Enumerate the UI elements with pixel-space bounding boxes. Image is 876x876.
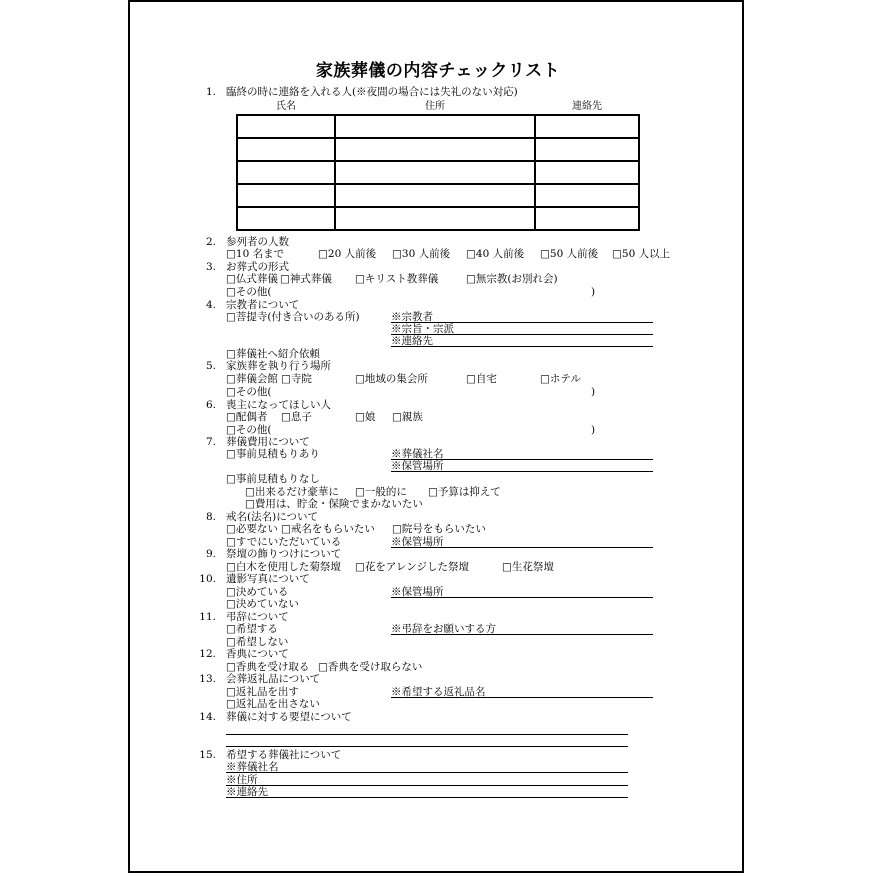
section-heading: 香典について (226, 648, 289, 660)
section-number: 15. (199, 749, 216, 761)
table-row (237, 184, 639, 207)
section-number: 10. (199, 573, 216, 585)
fill-line[interactable] (391, 471, 653, 472)
checkbox-option[interactable]: □返礼品を出さない (226, 698, 320, 710)
closing-paren: ) (591, 424, 596, 436)
section-number: 6. (205, 399, 216, 411)
checkbox-option[interactable]: □香典を受け取る (226, 661, 310, 673)
section-heading: 参列者の人数 (226, 236, 289, 248)
section-heading: 遺影写真について (226, 573, 310, 585)
checkbox-option[interactable]: □返礼品を出す (226, 686, 299, 698)
checkbox-option[interactable]: □出来るだけ豪華に (245, 486, 339, 498)
table-cell[interactable] (237, 115, 335, 138)
section-number: 7. (205, 436, 216, 448)
section-heading: 弔辞について (226, 611, 289, 623)
table-cell[interactable] (335, 207, 535, 230)
checkbox-option[interactable]: □神式葬儀 (280, 273, 332, 285)
checkbox-option[interactable]: □ホテル (540, 373, 581, 385)
checkbox-option[interactable]: □菩提寺(付き合いのある所) (226, 311, 360, 323)
checkbox-option[interactable]: □10 名まで (226, 248, 285, 260)
table-cell[interactable] (237, 207, 335, 230)
field-label: ※保管場所 (391, 460, 444, 472)
field-label: ※連絡先 (391, 335, 433, 347)
checkbox-option[interactable]: □仏式葬儀 (226, 273, 278, 285)
table-cell[interactable] (335, 115, 535, 138)
table-cell[interactable] (535, 161, 639, 184)
checkbox-option[interactable]: □花をアレンジした祭壇 (355, 561, 469, 573)
table-cell[interactable] (535, 138, 639, 161)
checkbox-option[interactable]: □香典を受け取らない (318, 661, 423, 673)
fill-line[interactable] (391, 697, 653, 698)
section-number: 1. (205, 86, 216, 98)
checkbox-option[interactable]: □戒名をもらいたい (281, 523, 375, 535)
checkbox-option[interactable]: □必要ない (226, 523, 278, 535)
field-label: ※宗教者 (391, 311, 433, 323)
checkbox-option[interactable]: □生花祭壇 (502, 561, 554, 573)
checkbox-option[interactable]: □希望しない (226, 636, 289, 648)
checkbox-option[interactable]: □キリスト教葬儀 (355, 273, 439, 285)
checkbox-option[interactable]: □寺院 (281, 373, 312, 385)
table-row (237, 115, 639, 138)
field-label: ※葬儀社名 (391, 448, 444, 460)
fill-line[interactable] (226, 734, 628, 735)
checkbox-option[interactable]: □娘 (355, 411, 376, 423)
table-cell[interactable] (535, 115, 639, 138)
fill-line[interactable] (391, 634, 653, 635)
fill-line[interactable] (391, 597, 653, 598)
fill-line[interactable] (391, 547, 653, 548)
column-header-name: 氏名 (237, 100, 335, 115)
section-number: 12. (199, 648, 216, 660)
checkbox-option[interactable]: □40 人前後 (466, 248, 525, 260)
section-number: 11. (199, 611, 216, 623)
checkbox-option[interactable]: □決めている (226, 586, 289, 598)
column-header-contact: 連絡先 (535, 100, 639, 115)
table-row (237, 207, 639, 230)
section-heading: 希望する葬儀社について (226, 749, 342, 761)
checkbox-option[interactable]: □一般的に (355, 486, 407, 498)
section-heading: 葬儀に対する要望について (226, 711, 352, 723)
section-number: 9. (205, 548, 216, 560)
checkbox-option[interactable]: □20 人前後 (318, 248, 377, 260)
table-cell[interactable] (237, 138, 335, 161)
checkbox-option[interactable]: □事前見積もりなし (226, 473, 320, 485)
field-label: ※連絡先 (226, 786, 268, 798)
field-label: ※保管場所 (391, 586, 444, 598)
checkbox-option[interactable]: □無宗教(お別れ会) (466, 273, 558, 285)
checkbox-option-other[interactable]: □その他( (226, 424, 272, 436)
field-label: ※住所 (226, 774, 258, 786)
column-header-address: 住所 (335, 100, 535, 115)
section-number: 3. (205, 261, 216, 273)
table-cell[interactable] (335, 161, 535, 184)
checkbox-option[interactable]: □自宅 (466, 373, 497, 385)
section-number: 13. (199, 673, 216, 685)
fill-line[interactable] (226, 785, 628, 786)
contact-table (236, 100, 640, 231)
checkbox-option[interactable]: □すでにいただいている (226, 536, 342, 548)
field-label: ※宗旨・宗派 (391, 323, 454, 335)
section-heading: 祭壇の飾りつけについて (226, 548, 342, 560)
checkbox-option[interactable]: □希望する (226, 623, 278, 635)
checkbox-option[interactable]: □葬儀社へ紹介依頼 (226, 348, 320, 360)
fill-line[interactable] (226, 746, 628, 747)
field-label: ※希望する返礼品名 (391, 686, 486, 698)
section-heading: 喪主になってほしい人 (226, 399, 331, 411)
section-number: 4. (205, 299, 216, 311)
table-cell[interactable] (237, 161, 335, 184)
field-label: ※葬儀社名 (226, 761, 279, 773)
fill-line[interactable] (226, 772, 628, 773)
checkbox-option-other[interactable]: □その他( (226, 386, 272, 398)
field-label: ※弔辞をお願いする方 (391, 623, 496, 635)
checkbox-option[interactable]: □地域の集会所 (355, 373, 428, 385)
checkbox-option[interactable]: □事前見積もりあり (226, 448, 320, 460)
page-title: 家族葬儀の内容チェックリスト (315, 61, 561, 81)
checkbox-option[interactable]: □予算は抑えて (428, 486, 501, 498)
table-cell[interactable] (535, 207, 639, 230)
fill-line[interactable] (391, 346, 653, 347)
field-label: ※保管場所 (391, 536, 444, 548)
checkbox-option[interactable]: □葬儀会館 (226, 373, 278, 385)
closing-paren: ) (591, 286, 596, 298)
table-cell[interactable] (535, 184, 639, 207)
table-cell[interactable] (335, 184, 535, 207)
checkbox-option[interactable]: □院号をもらいたい (392, 523, 486, 535)
section-heading: 宗教者について (226, 299, 300, 311)
checkbox-option[interactable]: □30 人前後 (392, 248, 451, 260)
checkbox-option[interactable]: □配偶者 (226, 411, 268, 423)
section-heading: 戒名(法名)について (226, 511, 318, 523)
checkbox-option[interactable]: □決めていない (226, 598, 299, 610)
section-heading: 葬儀費用について (226, 436, 310, 448)
checkbox-option[interactable]: □息子 (281, 411, 312, 423)
checkbox-option[interactable]: □親族 (392, 411, 423, 423)
section-heading: 会葬返礼品について (226, 673, 321, 685)
section-number: 14. (199, 711, 216, 723)
section-number: 8. (205, 511, 216, 523)
checkbox-option[interactable]: □50 人以上 (612, 248, 671, 260)
section-heading: 臨終の時に連絡を入れる人(※夜間の場合には失礼のない対応) (226, 86, 518, 98)
section-heading: 家族葬を執り行う場所 (226, 360, 331, 372)
section-heading: お葬式の形式 (226, 261, 289, 273)
table-cell[interactable] (237, 184, 335, 207)
checkbox-option[interactable]: □50 人前後 (540, 248, 599, 260)
section-number: 5. (205, 360, 216, 372)
checkbox-option[interactable]: □費用は、貯金・保険でまかないたい (245, 498, 423, 510)
table-row (237, 138, 639, 161)
checkbox-option-other[interactable]: □その他( (226, 286, 272, 298)
table-cell[interactable] (335, 138, 535, 161)
fill-line[interactable] (226, 797, 628, 798)
checkbox-option[interactable]: □白木を使用した菊祭壇 (226, 561, 341, 573)
closing-paren: ) (591, 386, 596, 398)
table-row (237, 161, 639, 184)
section-number: 2. (205, 236, 216, 248)
